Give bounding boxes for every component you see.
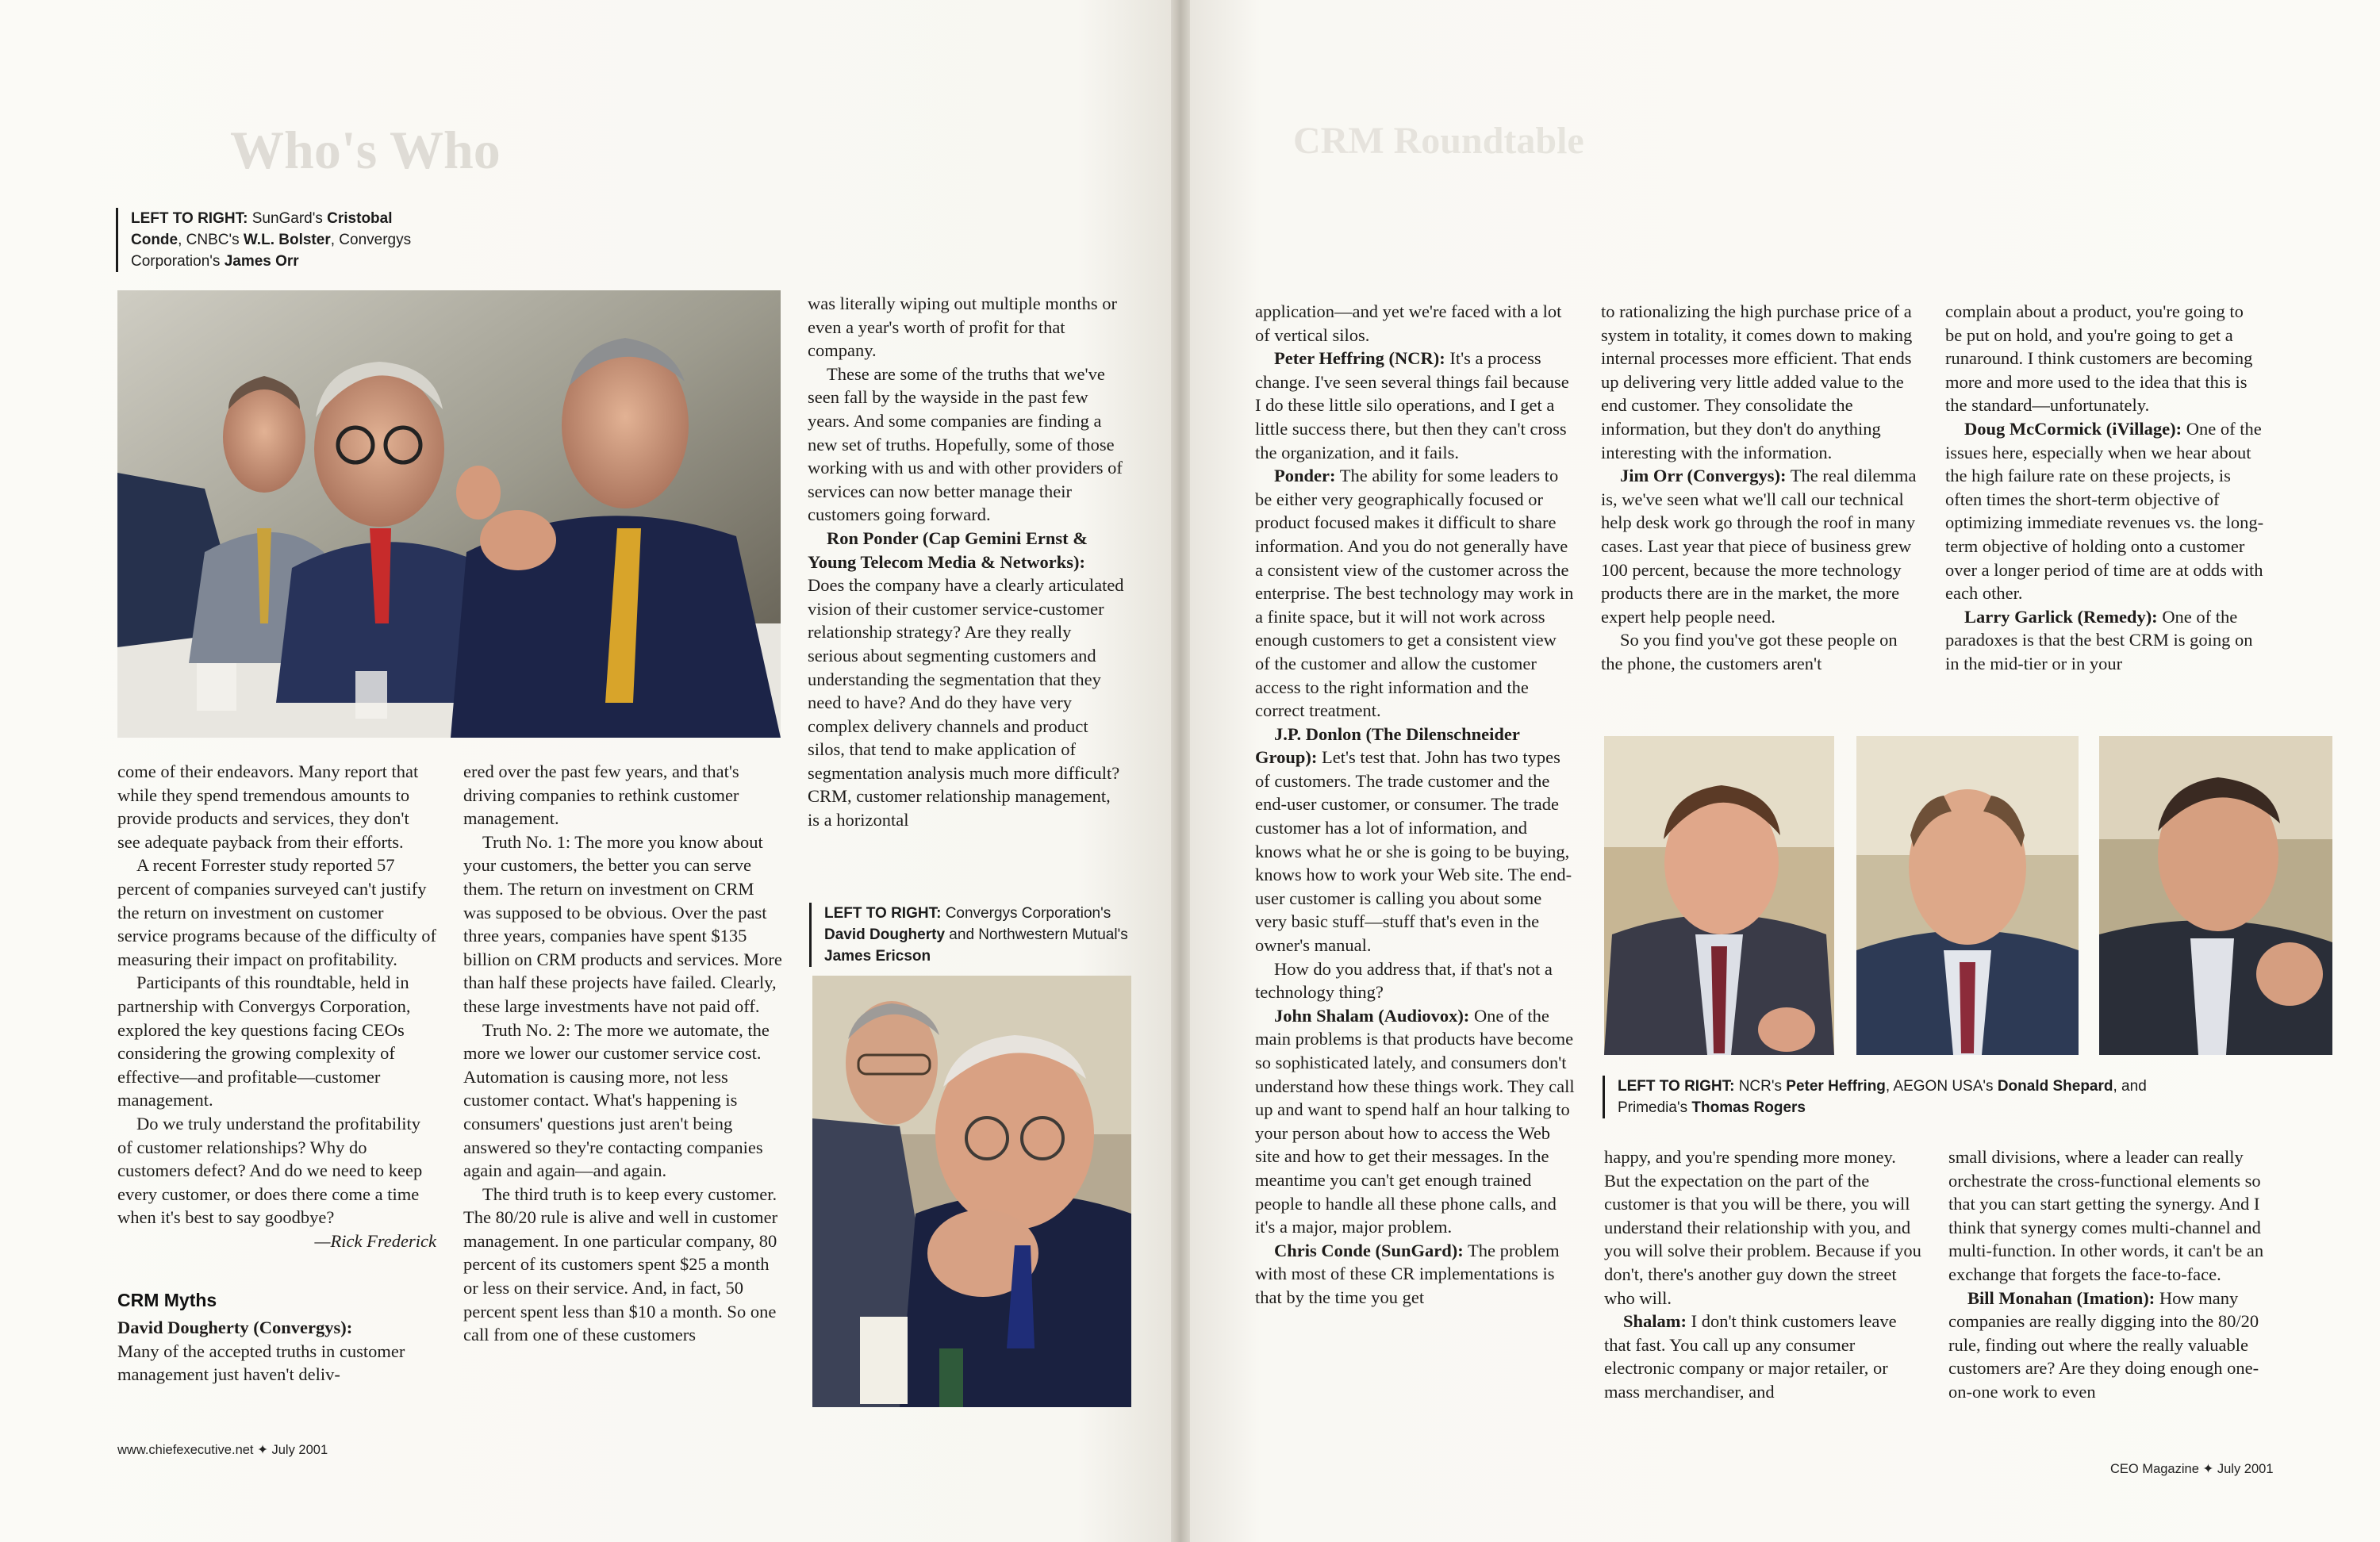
caption-name: Cristobal Conde <box>131 210 393 248</box>
caption-lead: LEFT TO RIGHT: <box>824 905 942 922</box>
caption-text: and Northwestern Mutual's <box>945 926 1128 943</box>
speaker-name: David Dougherty (Convergys): <box>117 1318 353 1338</box>
caption-name: Donald Shepard <box>1997 1078 2113 1095</box>
article-column-5-continued <box>1604 1145 1923 1404</box>
article-column-3 <box>808 292 1125 832</box>
paragraph: Truth No. 1: The more you know about your customers, the better you can serve them. The return on investment on CRM was supposed to be obvious. Over the past three years, companies have spent $135 billion on CRM products and services. More than half these projects have failed. Clearly, these large investments have not paid off. <box>463 831 782 1016</box>
photo-caption-middle <box>809 903 1142 967</box>
paragraph: How do you address that, if that's not a technology thing? <box>1255 958 1553 1003</box>
page-footer-right: CEO Magazine ✦ July 2001 <box>2110 1462 2274 1476</box>
paragraph: to rationalizing the high purchase price of a system in totality, it comes down to making internal processes more efficient. That ends up delivering very little added value to the end customer. They consolidate the information, but they don't do anything interesting with the information. <box>1601 301 1913 462</box>
panelists-photo-conde-bolster-orr <box>117 290 781 738</box>
article-column-4 <box>1255 300 1576 1310</box>
caption-text: , Convergys Corporation's <box>131 232 412 270</box>
speaker-name: Peter Heffring (NCR): <box>1274 348 1445 369</box>
caption-lead: LEFT TO RIGHT: <box>1618 1078 1735 1095</box>
speaker-name: Shalam: <box>1623 1311 1687 1332</box>
paragraph: The real dilemma is, we've seen what we'll call our technical help desk work go through the roof in many cases. Last year that piece of business grew 100 percent, because the more technology products there are in the market, the more expert help people need. <box>1601 466 1917 627</box>
paragraph: happy, and you're spending more money. But the expectation on the part of the customer is that you will be there, you will understand their relationship with you, and you will solve their problem. Because if you don't, there's another guy down the street who will. <box>1604 1147 1921 1308</box>
caption-name: James Ericson <box>824 948 931 965</box>
left-page <box>0 0 1171 1542</box>
paragraph: Truth No. 2: The more we automate, the more we lower our customer service cost. Automation is causing more, not less customer contact. What's happening is consumers' questions just aren't being answered so they're contacting companies again and again—and again. <box>463 1019 770 1181</box>
portrait-photo-shepard <box>1856 736 2079 1055</box>
paragraph: Let's test that. John has two types of customers. The trade customer and the end-user customer, or consumer. The trade customer has a lot of information, and knows what he or she is going to be buying, knows how to work your Web site. The end-user customer is calling you about some very basic stuff—stuff that's even in the owner's manual. <box>1255 747 1572 956</box>
paragraph: These are some of the truths that we've seen fall by the wayside in the past few years. And some companies are finding a new set of truths. Hopefully, some of those working with us and with other providers of services can now better manage their customers going forward. <box>808 363 1123 525</box>
ghost-title: CRM Roundtable <box>1293 120 1584 162</box>
caption-text: , CNBC's <box>178 232 244 248</box>
article-column-6 <box>1945 300 2264 676</box>
section-heading: CRM Myths <box>117 1290 217 1311</box>
caption-name: W.L. Bolster <box>243 232 331 248</box>
article-column-5 <box>1601 300 1921 676</box>
caption-lead: LEFT TO RIGHT: <box>131 210 248 227</box>
caption-name: James Orr <box>224 253 299 270</box>
paragraph: complain about a product, you're going to be put on hold, and you're going to get a runaround. I think customers are becoming more and more used to the idea that this is the standard—unfortunately. <box>1945 301 2253 416</box>
caption-text: , and Primedia's <box>1618 1078 2147 1116</box>
paragraph: small divisions, where a leader can really orchestrate the cross-functional elements so that you can start getting the synergy. And I think that synergy comes multi-channel and multi-function. In other words, it can't be an exchange that forgets the face-to-face. <box>1948 1147 2264 1284</box>
caption-name: David Dougherty <box>824 926 946 943</box>
paragraph: Do we truly understand the profitability of customer relationships? Why do customers defect? And do we need to keep every customer, or does there come a time when it's best to say goodbye? <box>117 1113 423 1228</box>
paragraph: It's a process change. I've seen several things fail because I do these little silo operations, and I get a little success there, but then they can't cross the organization, and it fails. <box>1255 348 1569 462</box>
right-page <box>1190 0 2380 1542</box>
speaker-name: Bill Monahan (Imation): <box>1967 1287 2155 1308</box>
portrait-photo-heffring <box>1604 736 1834 1055</box>
spread-gutter <box>1171 0 1190 1542</box>
portrait-photo-rogers <box>2099 736 2332 1055</box>
paragraph: One of the main problems is that products have become so sophisticated lately, and consumers don't understand how these things work. They call up and want to spend half an hour talking to your person about how to access the Web site and how to get their messages. In the meantime you can't get enough trained people to handle all these phone calls, and it's a major, major problem. <box>1255 1005 1575 1237</box>
paragraph: How many companies are really digging into the 80/20 rule, finding out where the really valuable customers are? Are they doing enough one-on-one work to even <box>1948 1287 2259 1402</box>
paragraph: Participants of this roundtable, held in partnership with Convergys Corporation, explored the key questions facing CEOs considering the growing complexity of effective—and profitable—customer management. <box>117 972 411 1110</box>
speaker-name: Doug McCormick (iVillage): <box>1964 418 2182 439</box>
paragraph: The third truth is to keep every customer. The 80/20 rule is alive and well in customer management. In one particular company, 80 percent of its customers spent $25 a month or less on their service. And, in fact, 50 percent spent less than $10 a month. So one call from one of these customers <box>463 1183 778 1345</box>
speaker-name: Chris Conde (SunGard): <box>1274 1240 1464 1260</box>
article-column-1 <box>117 760 436 1387</box>
caption-text: , AEGON USA's <box>1885 1078 1998 1095</box>
paragraph: The ability for some leaders to be either very geographically focused or product focused makes it difficult to share information. And you do not generally have a consistent view of the customer across the enterprise. The best technology may work in a finite space, but it will not work across enough customers to get a consistent view of the customer and allow the customer access to the right information and the correct treatment. <box>1255 466 1574 721</box>
paragraph: I don't think customers leave that fast. You call up any consumer electronic company or major retailer, or mass merchandiser, and <box>1604 1311 1897 1402</box>
paragraph: Does the company have a clearly articulated vision of their customer service-customer relationship strategy? Are they really serious about segmenting customers and understanding the segmentation that they need to have? And do they have very complex delivery channels and product silos, that tend to make application of segmentation analysis much more difficult? CRM, customer relationship management, is a horizontal <box>808 575 1124 830</box>
paragraph: application—and yet we're faced with a lot of vertical silos. <box>1255 301 1562 345</box>
article-column-6-continued <box>1948 1145 2266 1404</box>
page-footer-left: www.chiefexecutive.net ✦ July 2001 <box>117 1443 328 1457</box>
paragraph: One of the issues here, especially when we hear about the high failure rate on these projects, is often times the short-term objective of optimizing immediate revenues vs. the long-term objective of holding onto a customer over a longer period of time are at odds with each other. <box>1945 418 2264 604</box>
speaker-name: J.P. Donlon (The Dilenschneider Group): <box>1255 723 1520 768</box>
paragraph: A recent Forrester study reported 57 percent of companies surveyed can't justify the return on investment on customer service programs because of the difficulty of measuring their impact on profitability. <box>117 855 436 969</box>
paragraph: The problem with most of these CR implementations is that by the time you get <box>1255 1240 1560 1307</box>
paragraph: was literally wiping out multiple months or even a year's worth of profit for that company. <box>808 293 1117 361</box>
photo-caption-right <box>1603 1076 2174 1118</box>
caption-text: NCR's <box>1734 1078 1787 1095</box>
paragraph: So you find you've got these people on the phone, the customers aren't <box>1601 630 1898 673</box>
paragraph: Many of the accepted truths in customer management just haven't deliv- <box>117 1341 405 1385</box>
speaker-name: Jim Orr (Convergys): <box>1620 466 1787 486</box>
caption-name: Peter Heffring <box>1786 1078 1886 1095</box>
caption-name: Thomas Rogers <box>1691 1099 1806 1116</box>
caption-text: Convergys Corporation's <box>941 905 1111 922</box>
speaker-name: Ponder: <box>1274 466 1336 486</box>
paragraph: ered over the past few years, and that's driving companies to rethink customer management. <box>463 761 739 829</box>
article-column-2 <box>463 760 782 1347</box>
photo-caption-top <box>116 208 417 272</box>
panelists-photo-dougherty-ericson <box>812 976 1131 1407</box>
speaker-name: Larry Garlick (Remedy): <box>1964 606 2158 627</box>
author-signature: —Rick Frederick <box>314 1230 436 1251</box>
speaker-name: John Shalam (Audiovox): <box>1274 1005 1470 1026</box>
speaker-name: Ron Ponder (Cap Gemini Ernst & Young Telecom Media & Networks): <box>808 527 1088 572</box>
caption-text: SunGard's <box>248 210 328 227</box>
ghost-title: Who's Who <box>230 120 501 180</box>
paragraph: come of their endeavors. Many report that while they spend tremendous amounts to provide products and services, they don't see adequate payback from their efforts. <box>117 761 419 852</box>
paragraph: One of the paradoxes is that the best CRM is going on in the mid-tier or in your <box>1945 606 2253 673</box>
